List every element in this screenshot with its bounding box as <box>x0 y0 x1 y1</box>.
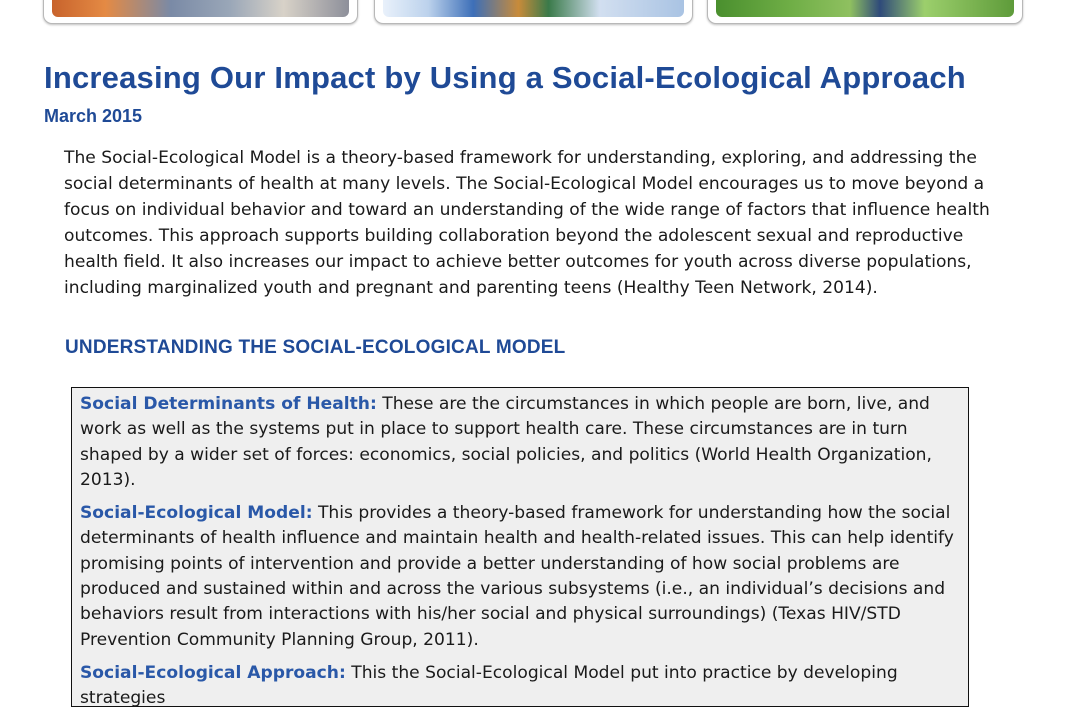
definition-social-determinants <box>80 392 960 493</box>
definition-text: This the Social-Ecological Model put into practice by developing strategies <box>80 662 898 709</box>
definition-social-ecological-approach <box>80 661 960 712</box>
page-title: Increasing Our Impact by Using a Social-Ecological Approach <box>44 60 966 95</box>
definition-social-ecological-model <box>80 501 960 653</box>
header-photo-strip <box>0 0 1080 26</box>
intro-paragraph: The Social-Ecological Model is a theory-based framework for understanding, exploring, and addressing the social determinants of health at many levels. The Social-Ecological Model encourages us to move beyond a focus on individual behavior and toward an understanding of the wide range of factors that influence health outcomes. This approach supports building collaboration beyond the adolescent sexual and reproductive health field. It also increases our impact to achieve better outcomes for youth across diverse populations, including marginalized youth and pregnant and parenting teens (Healthy Teen Network, 2014). <box>64 148 990 298</box>
definition-text: These are the circumstances in which people are born, live, and work as well as the systems put in place to support health care. These circumstances are in turn shaped by a wider set of forces: economics, social policies, and politics (World Health Organization, 2013). <box>80 394 932 490</box>
definition-text: This provides a theory-based framework for understanding how the social determinants of health influence and maintain health and health-related issues. This can help identify promising points of intervention and provide a better understanding of how social problems are produced and sustained within and across the various subsystems (i.e., an individual’s decisions and behaviors result from interactions with his/her social and physical surroundings) (Texas HIV/STD Prevention Community Planning Group, 2011). <box>80 503 954 650</box>
header-photo-1 <box>43 0 358 24</box>
definitions-box <box>71 387 969 707</box>
definition-term: Social-Ecological Approach: <box>80 662 346 683</box>
header-photo-2 <box>374 0 693 24</box>
definition-term: Social Determinants of Health: <box>80 394 377 414</box>
definition-term: Social-Ecological Model: <box>80 503 313 524</box>
header-photo-3 <box>707 0 1023 24</box>
section-heading: UNDERSTANDING THE SOCIAL-ECOLOGICAL MODEL <box>65 337 566 358</box>
publication-date: March 2015 <box>44 106 143 126</box>
